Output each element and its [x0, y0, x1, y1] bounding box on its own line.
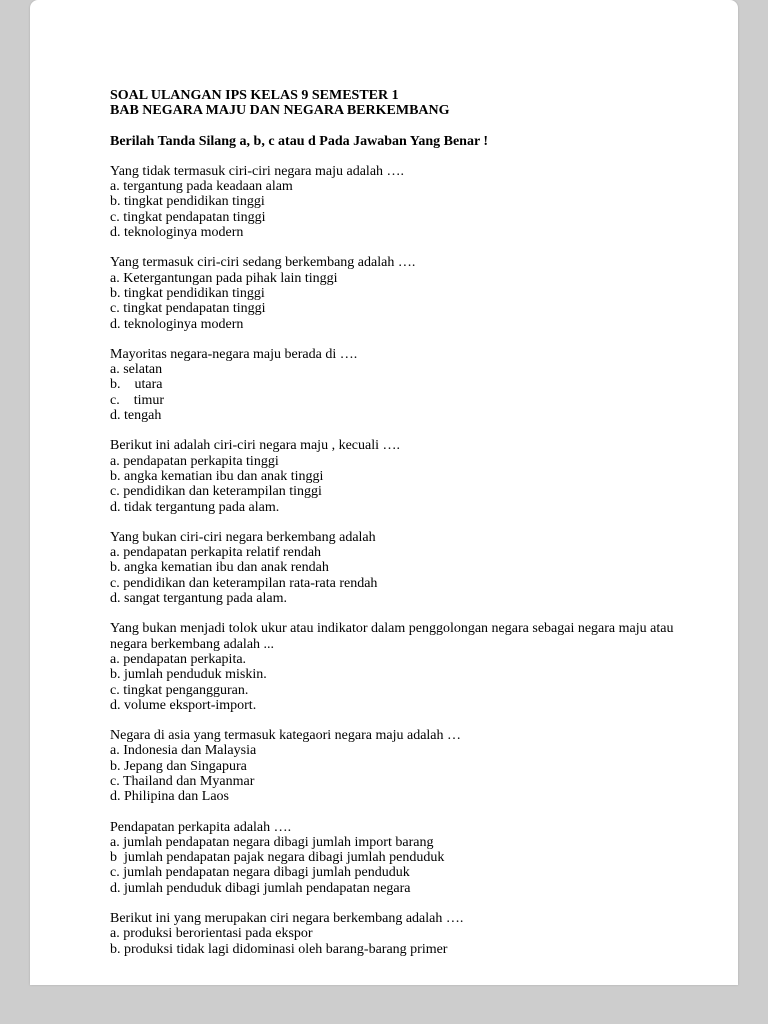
question-option-c: c. tingkat pendapatan tinggi [110, 209, 266, 225]
question-option-a: a. selatan [110, 362, 163, 378]
exam-instruction: Berilah Tanda Silang a, b, c atau d Pada Jawaban Yang Benar ! [110, 133, 489, 149]
question-option-b: b. angka kematian ibu dan anak rendah [110, 560, 329, 576]
question-option-c: c. timur [110, 392, 165, 408]
question-option-a: a. pendapatan perkapita tinggi [110, 453, 279, 469]
document-title [110, 88, 675, 119]
document-content [30, 0, 738, 957]
question-option-b: b. produksi tidak lagi didominasi oleh barang-barang primer [110, 941, 448, 957]
question-text: Berikut ini adalah ciri-ciri negara maju , kecuali …. [110, 438, 400, 454]
question-option-b: b. jumlah penduduk miskin. [110, 667, 267, 683]
question-option-b: b. utara [110, 377, 163, 393]
question-option-a: a. Indonesia dan Malaysia [110, 743, 257, 759]
title-line-2: BAB NEGARA MAJU DAN NEGARA BERKEMBANG [110, 103, 450, 119]
question-option-d: d. sangat tergantung pada alam. [110, 591, 288, 607]
question-text: Yang bukan ciri-ciri negara berkembang adalah [110, 529, 376, 545]
title-line-1: SOAL ULANGAN IPS KELAS 9 SEMESTER 1 [110, 88, 399, 103]
document-page [30, 0, 738, 985]
question-option-b: b jumlah pendapatan pajak negara dibagi jumlah penduduk [110, 850, 445, 866]
question-text: Negara di asia yang termasuk kategaori negara maju adalah … [110, 728, 462, 744]
question-option-a: a. pendapatan perkapita relatif rendah [110, 545, 322, 561]
question-option-c: c. tingkat pendapatan tinggi [110, 301, 266, 317]
question-option-d: d. teknologinya modern [110, 316, 244, 332]
question-text: Yang bukan menjadi tolok ukur atau indikator dalam penggolongan negara sebagai negara maju atau negara berkembang adalah ... [110, 621, 677, 652]
question-option-c: c. pendidikan dan keterampilan tinggi [110, 484, 322, 500]
question-block-3 [110, 347, 675, 423]
question-text: Pendapatan perkapita adalah …. [110, 819, 292, 835]
question-option-a: a. pendapatan perkapita. [110, 651, 247, 667]
question-option-d: d. tidak tergantung pada alam. [110, 499, 280, 515]
question-block-8 [110, 820, 675, 896]
question-option-c: c. pendidikan dan keterampilan rata-rata rendah [110, 575, 378, 591]
question-option-d: d. volume eksport-import. [110, 697, 257, 713]
question-option-c: c. Thailand dan Myanmar [110, 773, 255, 789]
question-option-b: b. angka kematian ibu dan anak tinggi [110, 468, 324, 484]
question-block-1 [110, 164, 675, 240]
question-block-9 [110, 911, 675, 957]
question-option-b: b. tingkat pendidikan tinggi [110, 194, 265, 210]
question-option-d: d. tengah [110, 408, 162, 424]
question-option-a: a. tergantung pada keadaan alam [110, 179, 293, 195]
question-option-b: b. tingkat pendidikan tinggi [110, 285, 265, 301]
question-text: Mayoritas negara-negara maju berada di …. [110, 346, 358, 362]
question-option-c: c. jumlah pendapatan negara dibagi jumlah penduduk [110, 865, 410, 881]
question-option-a: a. jumlah pendapatan negara dibagi jumlah import barang [110, 834, 434, 850]
question-block-7 [110, 728, 675, 804]
question-option-b: b. Jepang dan Singapura [110, 758, 247, 774]
question-block-2 [110, 255, 675, 331]
question-text: Yang tidak termasuk ciri-ciri negara maju adalah …. [110, 163, 405, 179]
question-option-a: a. Ketergantungan pada pihak lain tinggi [110, 270, 338, 286]
question-block-5 [110, 530, 675, 606]
question-option-d: d. teknologinya modern [110, 225, 244, 241]
question-text: Berikut ini yang merupakan ciri negara berkembang adalah …. [110, 911, 464, 927]
question-option-a: a. produksi berorientasi pada ekspor [110, 926, 313, 942]
question-block-4 [110, 438, 675, 514]
question-block-6 [110, 621, 675, 713]
question-option-d: d. Philipina dan Laos [110, 789, 229, 805]
question-option-c: c. tingkat pengangguran. [110, 682, 249, 698]
question-text: Yang termasuk ciri-ciri sedang berkembang adalah …. [110, 255, 416, 271]
question-option-d: d. jumlah penduduk dibagi jumlah pendapatan negara [110, 880, 411, 896]
